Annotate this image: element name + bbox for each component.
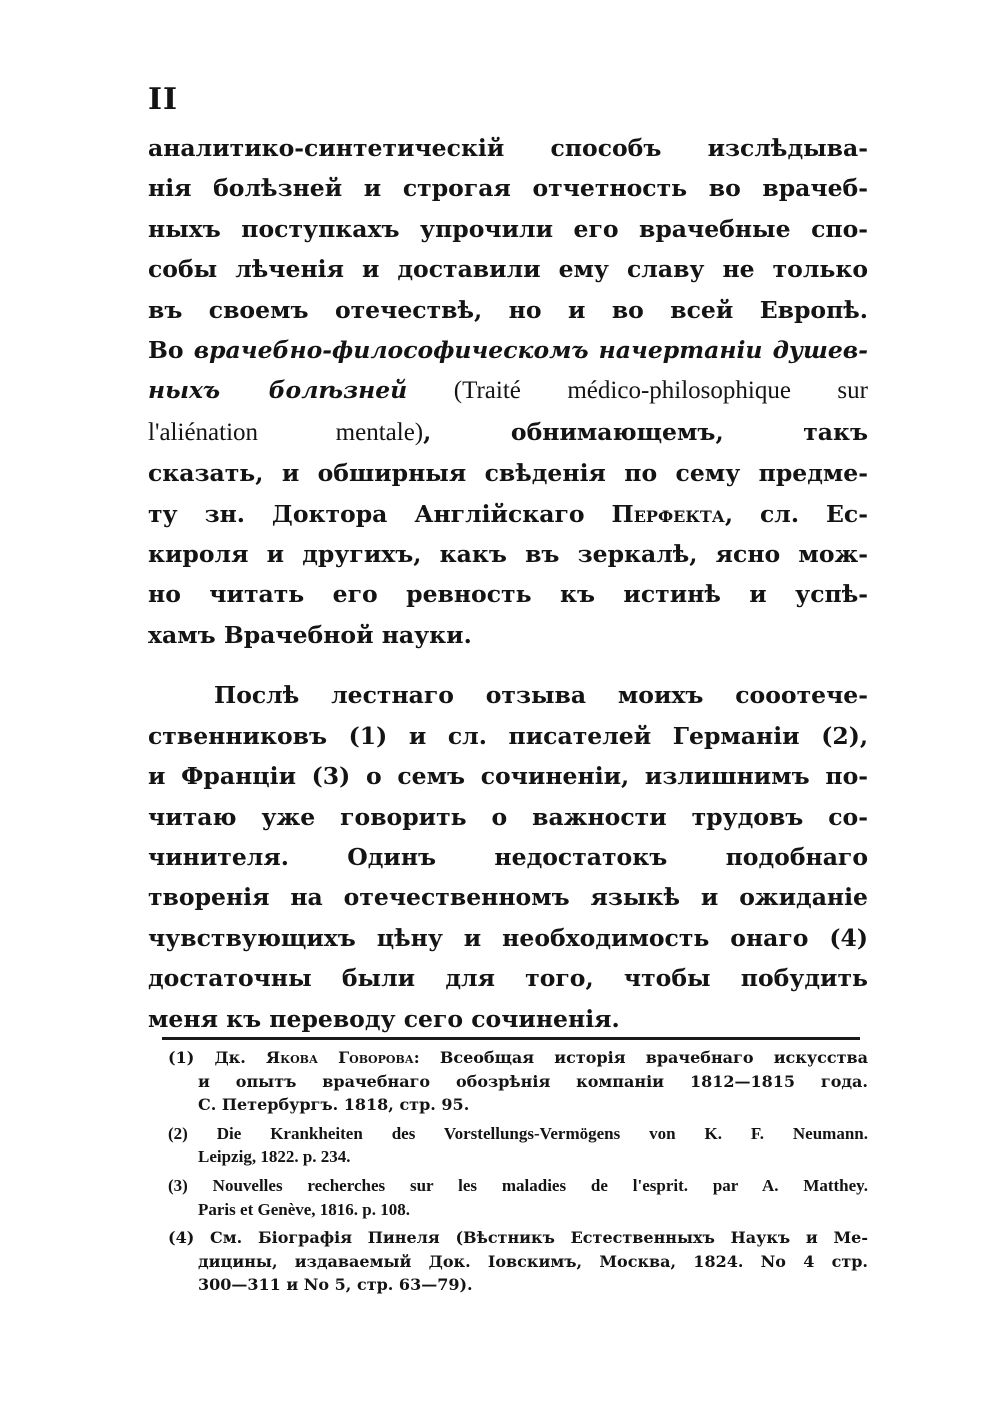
page-number: II [148,82,179,117]
text-line [148,412,868,453]
text-line: достаточны были для того, чтобы побудить [148,964,868,993]
text-line [148,330,868,370]
footnotes [168,1046,868,1302]
footnote-text: Дк. [194,1048,266,1067]
footnote-line: дицины, издаваемый Док. Іовскимъ, Москва, 1824. No 4 стр. [198,1251,868,1271]
footnote-line: Paris et Genève, 1816. p. 108. [198,1199,410,1219]
footnote-text: Die Krankheiten des Vorstellungs-Vermögens von K. F. Neumann. [187,1123,868,1143]
text-line: хамъ Врачебной науки. [148,620,472,649]
person-name: Перфекта [611,499,725,528]
book-title-ru-cont: ныхъ болѣзней [148,376,408,405]
footnote-line: и опытъ врачебнаго обозрѣнія компаніи 1812—1815 года. [198,1071,868,1091]
footnote-line: Leipzig, 1822. p. 234. [198,1147,351,1167]
footnote-line [168,1226,868,1250]
text-line: аналитико-синтетическій способъ изслѣдыва- [148,134,868,162]
footnote-text: Nouvelles recherches sur les maladies de l'esprit. par A. Matthey. [187,1175,868,1195]
footnote [168,1046,868,1117]
text-line: но читать его ревность къ истинѣ и успѣ- [148,580,868,609]
text-line [148,494,868,534]
footnote-text: См. Біографія Пинеля (Вѣстникъ Естественныхъ Наукъ и Ме- [194,1228,868,1248]
footnote-author: Якова Говорова [265,1048,414,1067]
text-line: ныхъ поступкахъ упрочили его врачебные спо- [148,214,868,243]
footnote-line [168,1122,868,1146]
footnote-line: С. Петербургъ. 1818, стр. 95. [198,1095,470,1115]
text-line: Послѣ лестнаго отзыва моихъ сооотече- [214,681,868,710]
book-title-ru: врачебно-философическомъ начертаніи душев- [193,336,868,365]
text-segment: , сл. Ес- [724,499,868,528]
footnote-text: : Всеобщая исторія врачебнаго искусства [413,1048,868,1067]
footnote-line: 300—311 и No 5, стр. 63—79). [198,1275,473,1295]
text-line: и Франціи (3) о семъ сочиненіи, излишнимъ по- [148,762,868,791]
text-line: сказать, и обширныя свѣденія по сему предме- [148,459,868,488]
footnote-mark: (2) [168,1123,188,1143]
main-text [148,128,868,1039]
footnote [168,1122,868,1169]
text-line [148,370,868,411]
text-line: кироля и другихъ, какъ въ зеркалѣ, ясно мож- [148,540,868,569]
footnote-mark: (4) [168,1228,195,1248]
text-segment: ту зн. Доктора Англійскаго [148,499,612,528]
text-line: собы лѣченія и доставили ему славу не только [148,255,868,284]
footnote-line [168,1174,868,1198]
book-title-fr-cont: l'aliénation mentale) [148,418,424,446]
footnote [168,1226,868,1297]
footnote-mark: (3) [168,1175,188,1195]
footnote-divider [162,1037,860,1040]
text-segment: Во [148,336,194,365]
text-line: чувствующихъ цѣну и необходимость онаго (4) [148,923,868,952]
footnote-mark: (1) [168,1048,195,1067]
text-line: ственниковъ (1) и сл. писателей Германіи (2), [148,721,868,750]
text-line: творенія на отечественномъ языкѣ и ожиданіе [148,883,868,912]
text-line: нія болѣзней и строгая отчетность во врачеб- [148,174,868,203]
text-line: меня къ переводу сего сочиненія. [148,1004,620,1033]
footnote-line [168,1046,868,1070]
text-line: въ своемъ отечествѣ, но и во всей Европѣ. [148,295,868,324]
text-line: чинителя. Одинъ недостатокъ подобнаго [148,842,868,871]
footnote [168,1174,868,1221]
text-line: читаю уже говорить о важности трудовъ со- [148,802,868,831]
book-title-fr: (Traité médico-philosophique sur [407,377,868,405]
text-segment: , обнимающемъ, такъ [423,417,868,446]
